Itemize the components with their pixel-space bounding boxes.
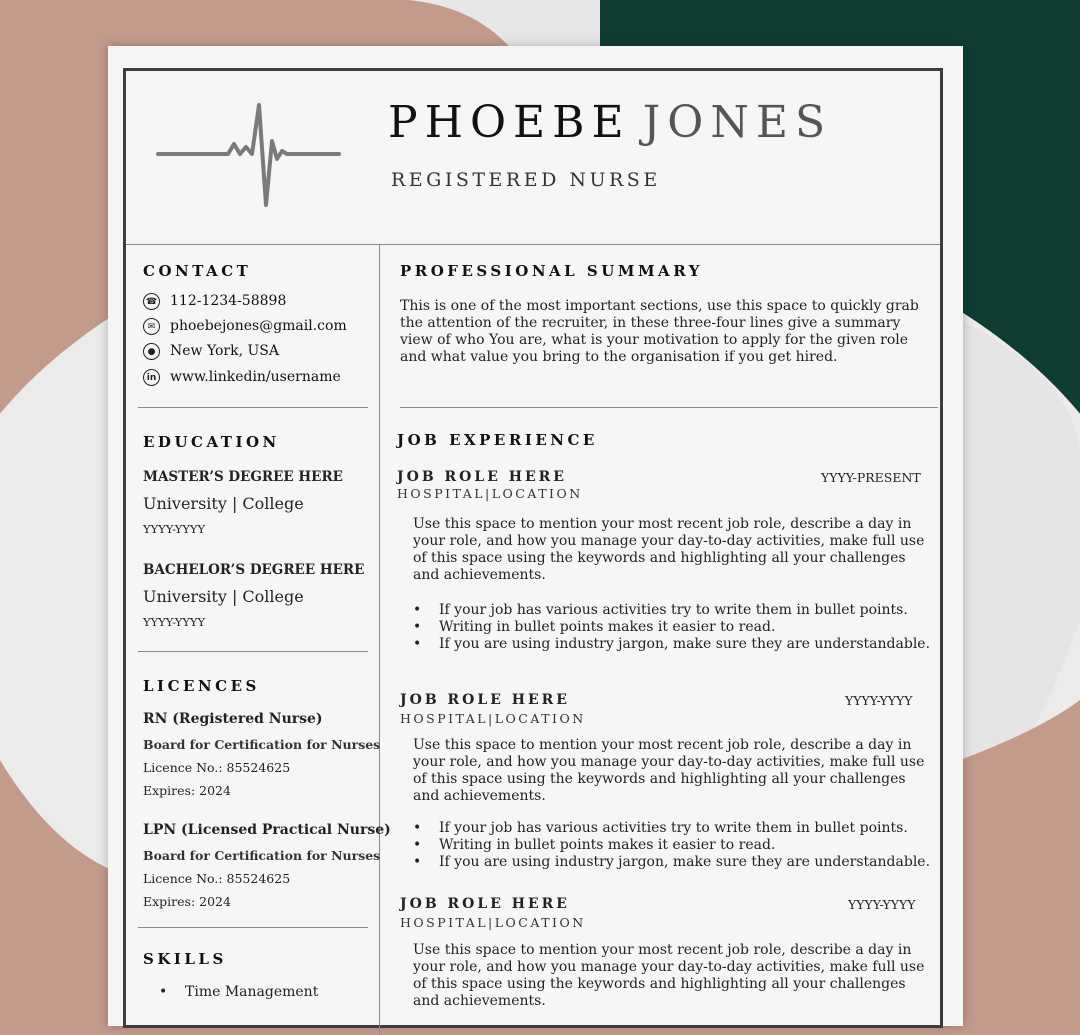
education-school: University | College [143, 494, 304, 513]
job-description: Use this space to mention your most recent job role, describe a day in your role, and how you manage your day-to-day activities, make full use of this space using the keywords and highlighting all your challenges and achievements. [413, 516, 925, 583]
summary-divider [400, 407, 938, 408]
contact-location: New York, USA [170, 343, 279, 359]
licence-board: Board for Certification for Nurses [143, 848, 381, 863]
job-bullets [413, 602, 930, 653]
last-name: JONES [642, 97, 833, 148]
contact-phone: 112-1234-58898 [170, 293, 287, 309]
resume-page [108, 46, 963, 1026]
job-bullet: • Writing in bullet points makes it easier to read. [413, 837, 930, 854]
contact-linkedin: www.linkedin/username [170, 369, 341, 385]
summary-text: This is one of the most important sections, use this space to quickly grab the attention of the recruiter, in these three-four lines give a summary view of who You are, what is your motivation to apply for the given role and what value you bring to the organisation if you get hired. [400, 298, 919, 365]
contact-email: phoebejones@gmail.com [170, 318, 347, 334]
education-degree: MASTER’S DEGREE HERE [143, 469, 343, 485]
education-heading: EDUCATION [143, 433, 280, 451]
licence-expiry: Expires: 2024 [143, 894, 231, 909]
phone-icon: ☎ [143, 293, 160, 310]
job-dates: YYYY-YYYY [845, 693, 913, 708]
licence-board: Board for Certification for Nurses [143, 737, 381, 752]
header-divider [126, 244, 940, 245]
contact-divider [138, 407, 368, 408]
job-title: REGISTERED NURSE [391, 169, 661, 191]
licence-number: Licence No.: 85524625 [143, 871, 291, 886]
job-role: JOB ROLE HERE [397, 469, 567, 485]
licence-expiry: Expires: 2024 [143, 783, 231, 798]
job-bullets [413, 820, 930, 871]
contact-heading: CONTACT [143, 262, 252, 280]
licence-name: RN (Registered Nurse) [143, 711, 323, 727]
job-bullet: • If your job has various activities try to write them in bullet points. [413, 602, 930, 619]
education-divider [138, 651, 368, 652]
summary-heading: PROFESSIONAL SUMMARY [400, 262, 703, 280]
linkedin-icon: in [143, 369, 160, 386]
job-dates: YYYY-PRESENT [821, 470, 921, 485]
job-description: Use this space to mention your most recent job role, describe a day in your role, and how you manage your day-to-day activities, make full use of this space using the keywords and highlighting all your challenges and achievements. [413, 942, 925, 1009]
skill-item: • Time Management [159, 984, 318, 1001]
job-role: JOB ROLE HERE [400, 896, 570, 912]
resume-frame [123, 68, 943, 1028]
skills-heading: SKILLS [143, 950, 227, 968]
licences-divider [138, 927, 368, 928]
licence-number: Licence No.: 85524625 [143, 760, 291, 775]
experience-heading: JOB EXPERIENCE [397, 431, 598, 449]
job-location: HOSPITAL|LOCATION [400, 915, 586, 930]
education-dates: YYYY-YYYY [143, 522, 206, 536]
education-dates: YYYY-YYYY [143, 615, 206, 629]
job-bullet: • Writing in bullet points makes it easier to read. [413, 619, 930, 636]
job-location: HOSPITAL|LOCATION [400, 711, 586, 726]
skills-list [159, 984, 318, 1001]
education-school: University | College [143, 587, 304, 606]
licences-heading: LICENCES [143, 677, 260, 695]
map-pin-icon: ● [143, 343, 160, 360]
heartbeat-logo-icon [156, 87, 341, 217]
job-location: HOSPITAL|LOCATION [397, 486, 583, 501]
job-dates: YYYY-YYYY [848, 897, 916, 912]
job-description: Use this space to mention your most recent job role, describe a day in your role, and how you manage your day-to-day activities, make full use of this space using the keywords and highlighting all your challenges and achievements. [413, 737, 925, 804]
job-bullet: • If you are using industry jargon, make sure they are understandable. [413, 636, 930, 653]
column-divider [379, 245, 380, 1035]
job-bullet: • If you are using industry jargon, make sure they are understandable. [413, 854, 930, 871]
education-degree: BACHELOR’S DEGREE HERE [143, 562, 365, 578]
job-bullet: • If your job has various activities try to write them in bullet points. [413, 820, 930, 837]
candidate-name [388, 97, 833, 148]
job-role: JOB ROLE HERE [400, 692, 570, 708]
licence-name: LPN (Licensed Practical Nurse) [143, 822, 391, 838]
envelope-icon: ✉ [143, 318, 160, 335]
first-name: PHOEBE [388, 97, 631, 148]
